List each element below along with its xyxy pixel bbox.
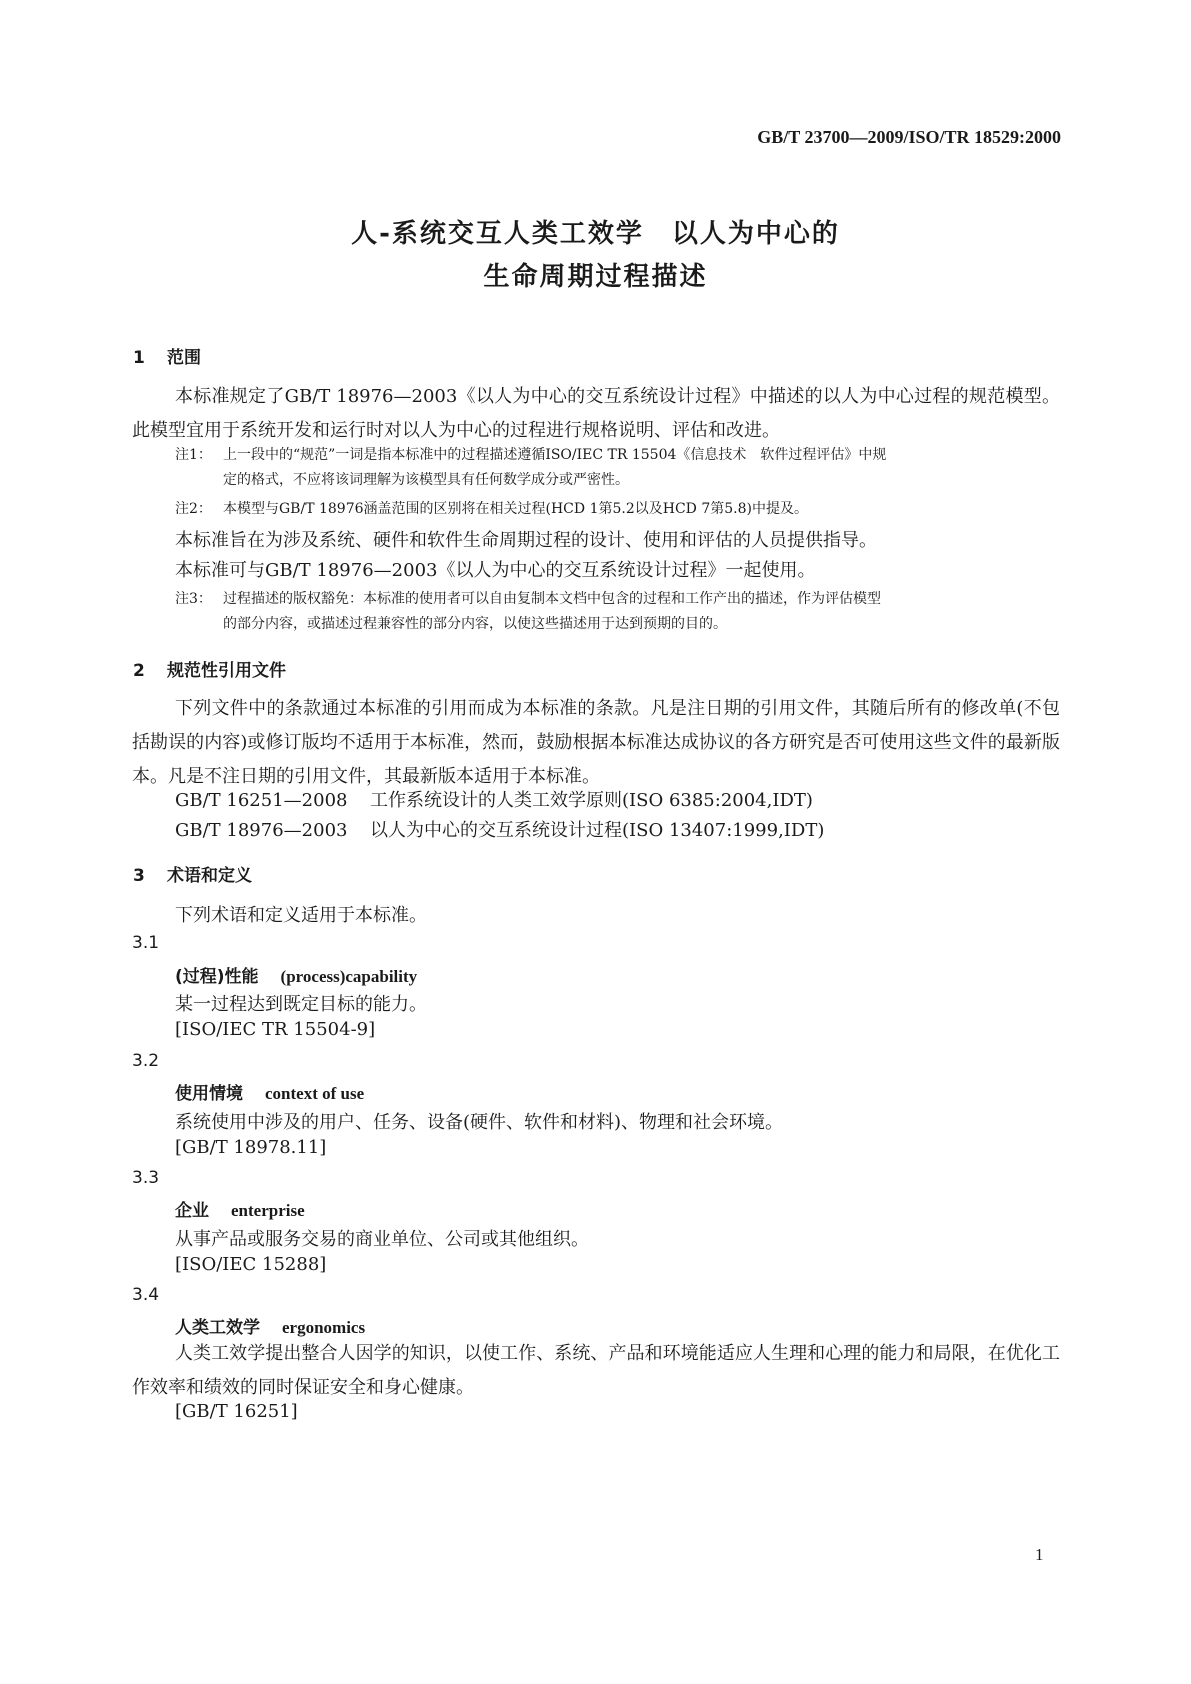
document-code-header: GB/T 23700—2009/ISO/TR 18529:2000 (757, 127, 1061, 147)
term-english: (process)capability (280, 967, 418, 986)
section-number: 3 (133, 866, 145, 886)
term-english: ergonomics (282, 1318, 366, 1337)
note-1 (175, 443, 1060, 493)
term-chinese: 人类工效学 (175, 1318, 260, 1338)
section-number: 2 (133, 661, 145, 681)
normative-reference (175, 816, 824, 842)
section-2-heading (133, 656, 286, 681)
term-chinese: 企业 (175, 1201, 209, 1221)
term-source: [ISO/IEC 15288] (175, 1254, 327, 1275)
term-source: [GB/T 16251] (175, 1401, 298, 1422)
term-english: enterprise (231, 1201, 305, 1220)
reference-title: 以人为中心的交互系统设计过程(ISO 13407:1999,IDT) (370, 820, 825, 841)
term-heading (175, 1079, 364, 1104)
note-3 (175, 587, 1060, 637)
document-title-line2: 生命周期过程描述 (483, 262, 708, 292)
note-text-line2: 定的格式，不应将该词理解为该模型具有任何数学成分或严密性。 (223, 472, 629, 488)
note-label: 注2： (175, 501, 212, 517)
reference-code: GB/T 16251—2008 (175, 790, 348, 811)
page-number: 1 (1035, 1545, 1044, 1564)
note-label: 注1： (175, 447, 212, 463)
section-title: 范围 (167, 348, 201, 368)
section-1-paragraph-3: 本标准可与GB/T 18976—2003《以人为中心的交互系统设计过程》一起使用。 (175, 560, 816, 581)
section-title: 规范性引用文件 (167, 661, 286, 681)
term-heading (175, 962, 417, 987)
note-text-line2: 的部分内容，或描述过程兼容性的部分内容，以使这些描述用于达到预期的目的。 (223, 616, 727, 632)
section-3-intro: 下列术语和定义适用于本标准。 (175, 905, 427, 926)
note-text-line1: 过程描述的版权豁免：本标准的使用者可以自由复制本文档中包含的过程和工作产出的描述，作为评估模型 (223, 591, 881, 607)
term-definition: 系统使用中涉及的用户、任务、设备(硬件、软件和材料)、物理和社会环境。 (175, 1112, 784, 1133)
normative-reference (175, 786, 813, 812)
term-source: [GB/T 18978.11] (175, 1137, 327, 1158)
note-label: 注3： (175, 591, 212, 607)
term-number: 3.4 (132, 1285, 160, 1305)
section-number: 1 (133, 348, 145, 368)
term-chinese: (过程)性能 (175, 967, 259, 987)
section-2-paragraph: 下列文件中的条款通过本标准的引用而成为本标准的条款。凡是注日期的引用文件，其随后所有的修改单(不包括勘误的内容)或修订版均不适用于本标准，然而，鼓励根据本标准达成协议的各方研究是否可使用这些文件的最新版本。凡是不注日期的引用文件，其最新版本适用于本标准。 (132, 698, 1060, 787)
term-definition: 某一过程达到既定目标的能力。 (175, 994, 427, 1015)
section-1-paragraph-2: 本标准旨在为涉及系统、硬件和软件生命周期过程的设计、使用和评估的人员提供指导。 (175, 530, 877, 551)
term-heading (175, 1196, 305, 1221)
reference-title: 工作系统设计的人类工效学原则(ISO 6385:2004,IDT) (370, 790, 813, 811)
term-number: 3.3 (132, 1168, 160, 1188)
section-title: 术语和定义 (167, 866, 252, 886)
document-title-line1: 人-系统交互人类工效学 以人为中心的 (351, 219, 840, 249)
term-english: context of use (265, 1084, 365, 1103)
note-2 (175, 497, 1060, 522)
term-heading (175, 1313, 365, 1338)
reference-code: GB/T 18976—2003 (175, 820, 348, 841)
term-number: 3.1 (132, 933, 160, 953)
term-chinese: 使用情境 (175, 1084, 243, 1104)
section-1-paragraph-1: 本标准规定了GB/T 18976—2003《以人为中心的交互系统设计过程》中描述的以人为中心过程的规范模型。此模型宜用于系统开发和运行时对以人为中心的过程进行规格说明、评估和改进。 (132, 386, 1060, 441)
section-1-heading (133, 343, 201, 368)
section-3-heading (133, 861, 252, 886)
term-definition: 从事产品或服务交易的商业单位、公司或其他组织。 (175, 1229, 589, 1250)
note-text: 本模型与GB/T 18976涵盖范围的区别将在相关过程(HCD 1第5.2以及HCD 7第5.8)中提及。 (223, 501, 808, 517)
term-source: [ISO/IEC TR 15504-9] (175, 1019, 376, 1040)
term-number: 3.2 (132, 1051, 160, 1071)
term-definition: 人类工效学提出整合人因学的知识，以使工作、系统、产品和环境能适应人生理和心理的能力和局限，在优化工作效率和绩效的同时保证安全和身心健康。 (132, 1343, 1060, 1398)
note-text-line1: 上一段中的“规范”一词是指本标准中的过程描述遵循ISO/IEC TR 15504《信息技术 软件过程评估》中规 (223, 447, 887, 463)
